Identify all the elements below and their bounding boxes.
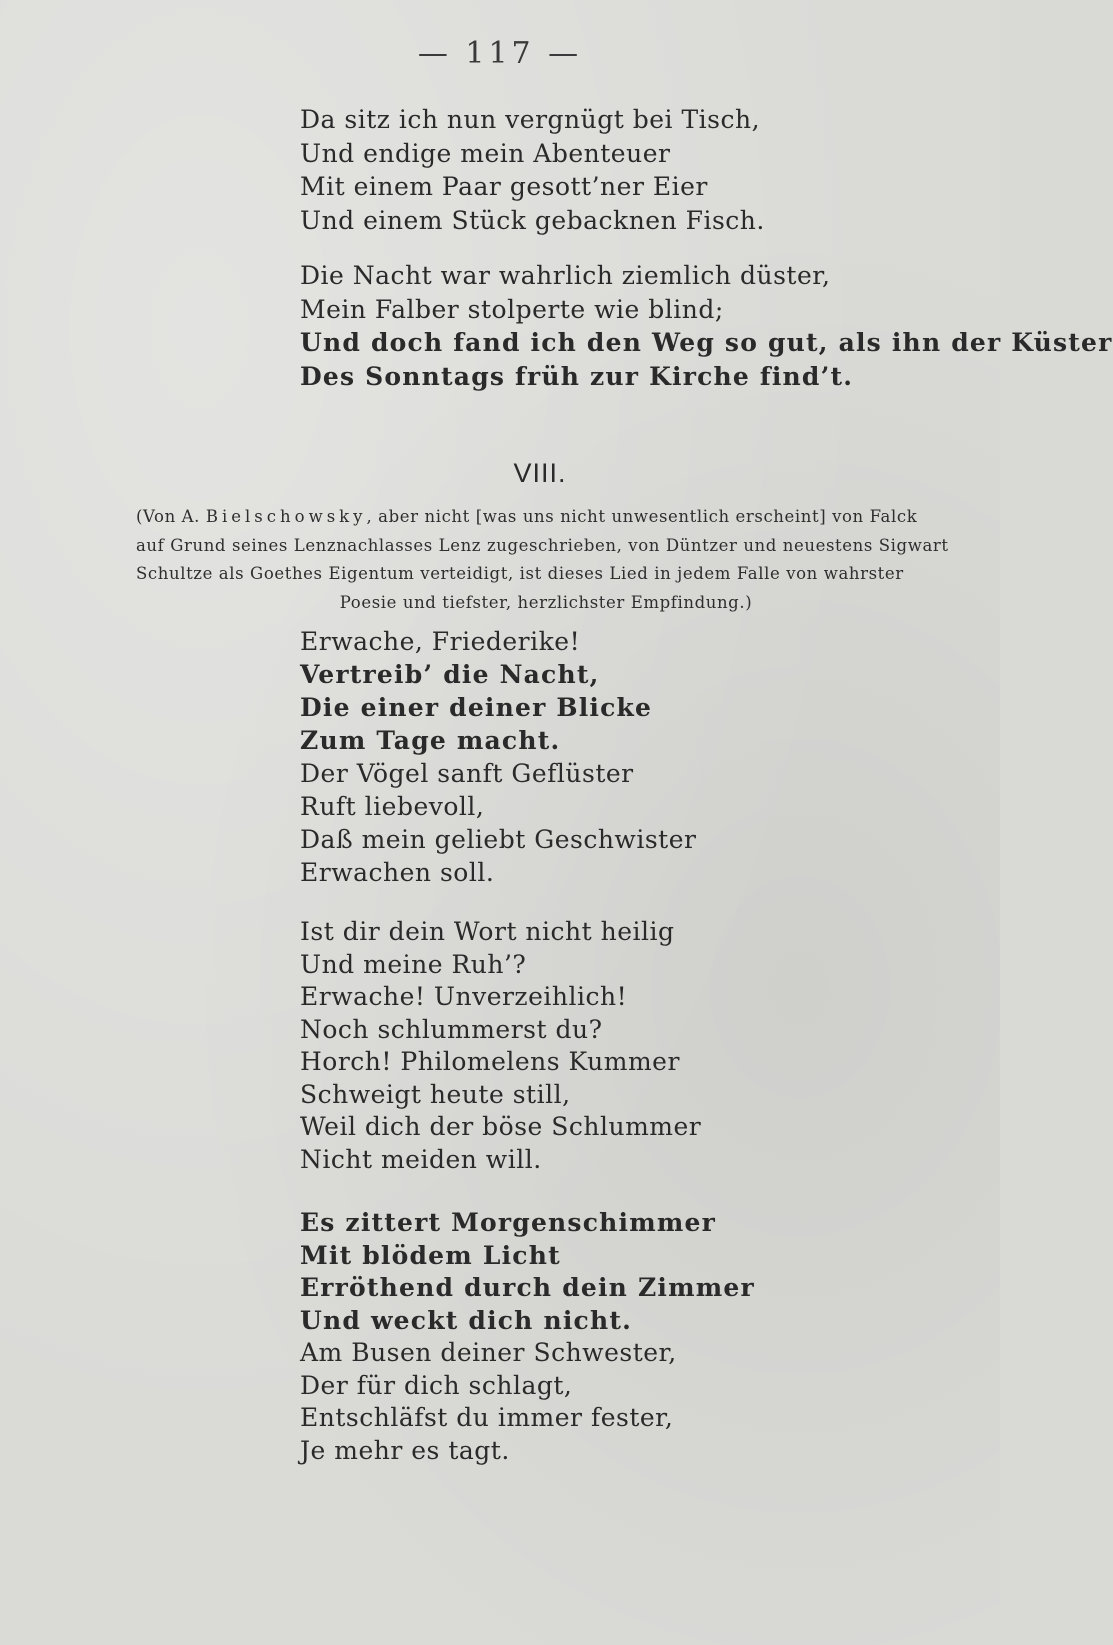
verse-line: Ist dir dein Wort nicht heilig bbox=[300, 917, 675, 946]
verse-line: Ruft liebevoll, bbox=[300, 792, 485, 821]
stanza-1 bbox=[300, 103, 765, 237]
verse-line: Weil dich der böse Schlummer bbox=[300, 1112, 702, 1141]
note-line: auf Grund seines Lenznachlasses Lenz zugeschrieben, von Düntzer und neuestens Sigwart bbox=[136, 535, 949, 555]
page-number: — 117 — bbox=[417, 36, 583, 71]
stanza-4 bbox=[300, 916, 701, 1176]
verse-line: Erwache, Friederike! bbox=[300, 627, 581, 656]
verse-line: Die einer deiner Blicke bbox=[300, 693, 653, 722]
verse-line: Mein Falber stolperte wie blind; bbox=[300, 294, 724, 324]
verse-line: Da sitz ich nun vergnügt bei Tisch, bbox=[300, 105, 761, 134]
stanza-3 bbox=[300, 625, 696, 889]
note-text: , aber nicht [was uns nicht unwesentlich erscheint] von Falck bbox=[366, 507, 918, 526]
verse-line: Der für dich schlagt, bbox=[300, 1370, 573, 1400]
verse-line: Und endige mein Abenteuer bbox=[300, 138, 671, 168]
verse-line: Erwache! Unverzeihlich! bbox=[300, 982, 628, 1011]
note-line bbox=[136, 503, 956, 532]
note-line: Poesie und tiefster, herzlichster Empfindung.) bbox=[339, 592, 753, 612]
verse-line: Mit blödem Licht bbox=[300, 1240, 561, 1270]
verse-line: Vertreib’ die Nacht, bbox=[300, 660, 600, 689]
verse-line: Es zittert Morgenschimmer bbox=[300, 1208, 716, 1237]
verse-line: Entschläfst du immer fester, bbox=[300, 1403, 674, 1432]
note-text: (Von A. bbox=[136, 507, 206, 526]
section-heading: VIII. bbox=[513, 458, 567, 488]
verse-line: Und meine Ruh’? bbox=[300, 949, 527, 979]
verse-line: Und einem Stück gebacknen Fisch. bbox=[300, 205, 765, 235]
verse-line: Und weckt dich nicht. bbox=[300, 1305, 632, 1335]
verse-line: Am Busen deiner Schwester, bbox=[300, 1338, 677, 1367]
verse-line: Erröthend durch dein Zimmer bbox=[300, 1273, 755, 1302]
note-author: Bielschowsky bbox=[205, 507, 367, 526]
verse-line: Die Nacht war wahrlich ziemlich düster, bbox=[300, 261, 831, 290]
verse-line: Der Vögel sanft Geflüster bbox=[300, 759, 634, 788]
stanza-5 bbox=[300, 1207, 755, 1467]
verse-line: Schweigt heute still, bbox=[300, 1079, 571, 1109]
stanza-2 bbox=[300, 259, 1113, 393]
verse-line: Und doch fand ich den Weg so gut, als ihn der Küster bbox=[300, 328, 1113, 357]
verse-line: Daß mein geliebt Geschwister bbox=[300, 825, 697, 854]
verse-line: Mit einem Paar gesott’ner Eier bbox=[300, 172, 708, 201]
verse-line: Je mehr es tagt. bbox=[300, 1435, 510, 1465]
verse-line: Erwachen soll. bbox=[300, 858, 495, 887]
verse-line: Nicht meiden will. bbox=[300, 1144, 542, 1174]
verse-line: Des Sonntags früh zur Kirche find’t. bbox=[300, 361, 854, 391]
verse-line: Horch! Philomelens Kummer bbox=[300, 1047, 680, 1076]
verse-line: Noch schlummerst du? bbox=[300, 1014, 603, 1044]
note-line: Schultze als Goethes Eigentum verteidigt, ist dieses Lied in jedem Falle von wahrster bbox=[136, 564, 904, 583]
verse-line: Zum Tage macht. bbox=[300, 726, 561, 755]
editorial-note bbox=[136, 503, 956, 617]
